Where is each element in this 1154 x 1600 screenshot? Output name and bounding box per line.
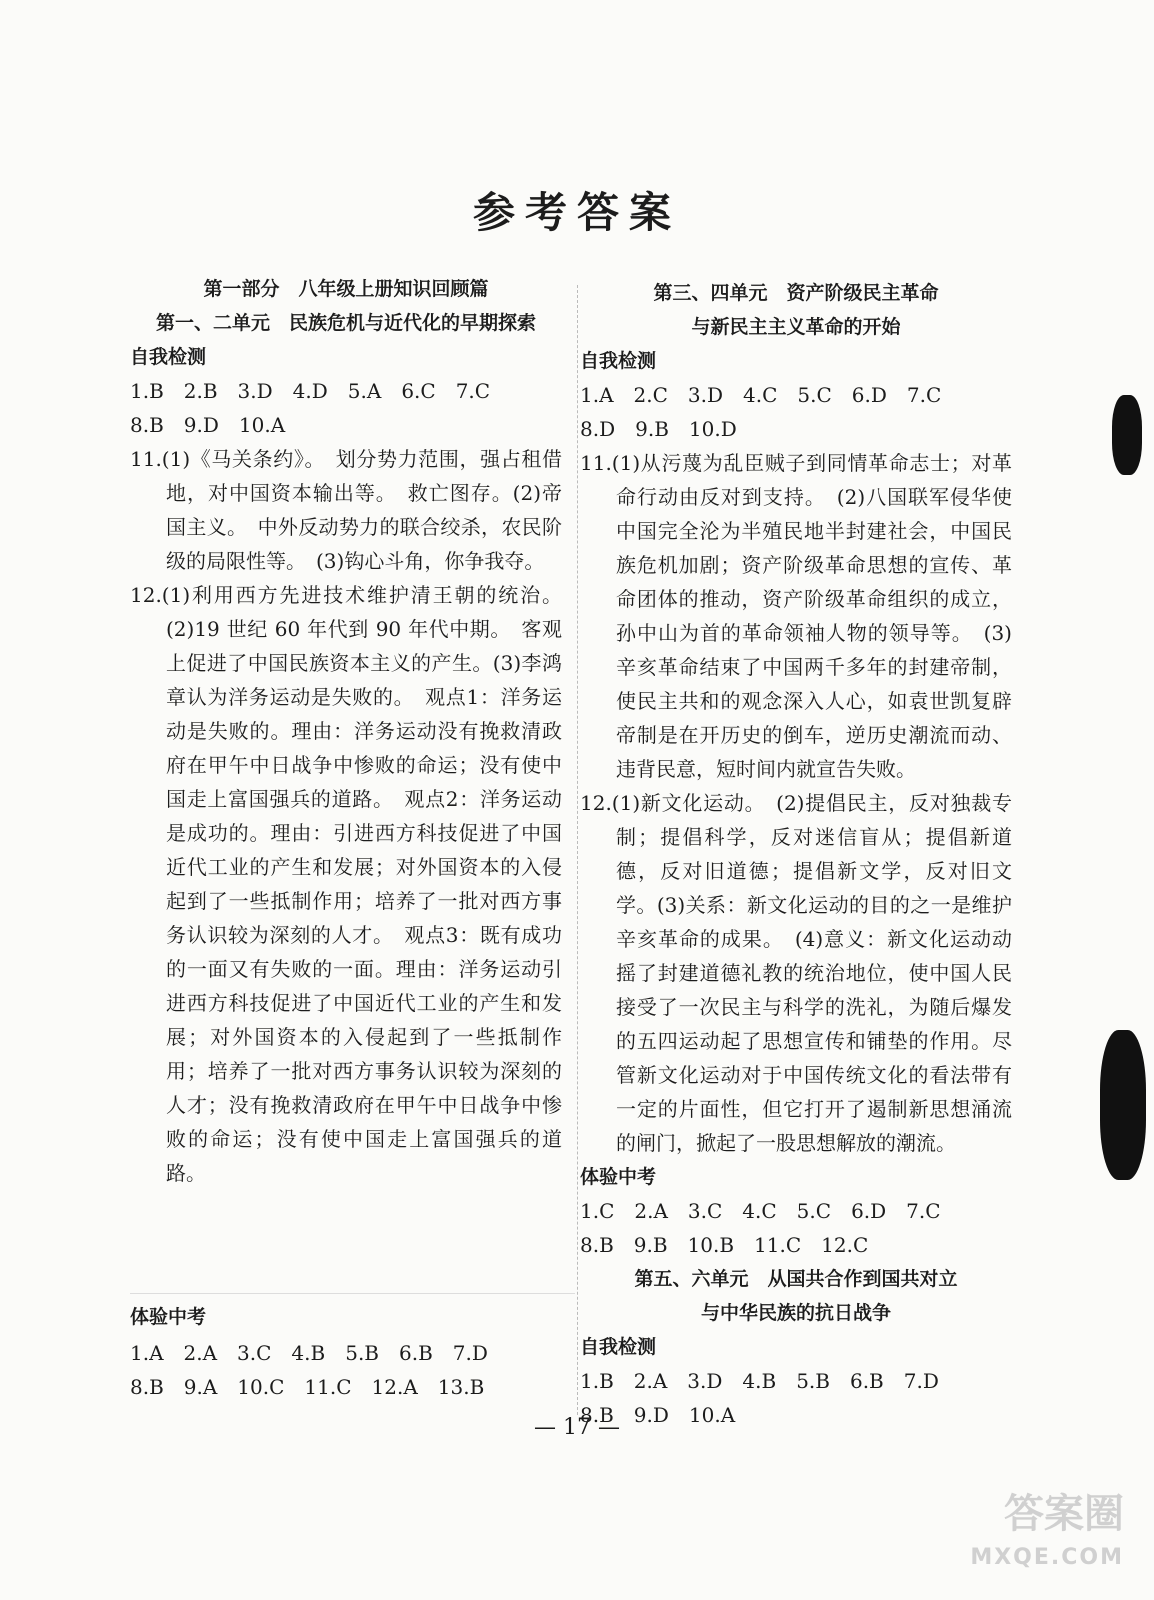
unit-heading-5-6-a: 第五、六单元 从国共合作到国共对立 xyxy=(634,1268,958,1290)
self-test-heading: 自我检测 xyxy=(580,350,657,372)
exam-heading: 体验中考 xyxy=(580,1166,657,1188)
self-test-heading: 自我检测 xyxy=(130,346,207,368)
answer-line: 1.B 2.A 3.D 4.B 5.B 6.B 7.D xyxy=(580,1369,939,1393)
answer-line: 8.B 9.A 10.C 11.C 12.A 13.B xyxy=(130,1375,485,1399)
unit-heading-3-4-b: 与新民主主义革命的开始 xyxy=(691,316,901,338)
unit-heading-5-6-b: 与中华民族的抗日战争 xyxy=(700,1302,891,1324)
left-column xyxy=(130,272,562,1190)
scan-ink-blot xyxy=(1112,395,1142,475)
exam-answers xyxy=(130,1336,488,1404)
watermark xyxy=(970,1492,1124,1580)
answer-line: 1.B 2.B 3.D 4.D 5.A 6.C 7.C xyxy=(130,379,491,403)
answer-line: 1.C 2.A 3.C 4.C 5.C 6.D 7.C xyxy=(580,1199,941,1223)
unit-heading-3-4-a: 第三、四单元 资产阶级民主革命 xyxy=(653,282,939,304)
page-number: — 17 — xyxy=(534,1415,620,1440)
answer-line: 8.B 9.D 10.A xyxy=(130,413,286,437)
answer-q11: 11.(1)《马关条约》。 划分势力范围，强占租借地，对中国资本输出等。 救亡图存。(2)帝国主义。 中外反动势力的联合绞杀，农民阶级的局限性等。 (3)钩心斗角，你争我夺。 xyxy=(130,447,562,573)
scan-ink-blot xyxy=(1100,1030,1146,1180)
answer-q11: 11.(1)从污蔑为乱臣贼子到同情革命志士；对革命行动由反对到支持。 (2)八国联军侵华使中国完全沦为半殖民地半封建社会，中国民族危机加剧；资产阶级革命思想的宣传、革命团体的推动，资产阶级革命组织的成立，孙中山为首的革命领袖人物的领导等。 (3)辛亥革命结束了中国两千多年的封建帝制，使民主共和的观念深入人心，如袁世凯复辟帝制是在开历史的倒车，逆历史潮流而动、违背民意，短时间内就宣告失败。 xyxy=(580,451,1012,781)
answer-line: 8.D 9.B 10.D xyxy=(580,417,737,441)
answer-q12: 12.(1)新文化运动。 (2)提倡民主，反对独裁专制；提倡科学，反对迷信盲从；提倡新道德，反对旧道德；提倡新文学，反对旧文学。(3)关系：新文化运动的目的之一是维护辛亥革命的成果。 (4)意义：新文化运动动摇了封建道德礼教的统治地位，使中国人民接受了一次民主与科学的洗礼，为随后爆发的五四运动起了思想宣传和铺垫的作用。尽管新文化运动对于中国传统文化的看法带有一定的片面性，但它打开了遏制新思想涌流的闸门，掀起了一股思想解放的潮流。 xyxy=(580,791,1012,1155)
watermark-url: MXQE.COM xyxy=(970,1545,1124,1570)
part-heading: 第一部分 八年级上册知识回顾篇 xyxy=(203,278,489,300)
column-divider xyxy=(577,285,578,1415)
section-rule xyxy=(130,1293,575,1294)
answer-line: 8.B 9.B 10.B 11.C 12.C xyxy=(580,1233,869,1257)
answer-q12: 12.(1)利用西方先进技术维护清王朝的统治。(2)19 世纪 60 年代到 90 年代中期。 客观上促进了中国民族资本主义的产生。(3)李鸿章认为洋务运动是失败的。 观点1：洋务运动是失败的。理由：洋务运动没有挽救清政府在甲午中日战争中惨败的命运；没有使中国走上富国强兵的道路。 观点2：洋务运动是成功的。理由：引进西方科技促进了中国近代工业的产生和发展；对外国资本的入侵起到了一些抵制作用；培养了一批对西方事务认识较为深刻的人才。 观点3：既有成功的一面又有失败的一面。理由：洋务运动引进西方科技促进了中国近代工业的产生和发展；对外国资本的入侵起到了一些抵制作用；培养了一批对西方事务认识较为深刻的人才；没有挽救清政府在甲午中日战争中惨败的命运；没有使中国走上富国强兵的道路。 xyxy=(130,583,562,1185)
answer-line: 8.B 9.D 10.A xyxy=(580,1403,736,1427)
answer-line: 1.A 2.C 3.D 4.C 5.C 6.D 7.C xyxy=(580,383,942,407)
unit-heading-1-2: 第一、二单元 民族危机与近代化的早期探索 xyxy=(155,312,536,334)
watermark-logo: 答案圈 xyxy=(1004,1491,1124,1537)
right-column xyxy=(580,276,1012,1432)
answer-line: 1.A 2.A 3.C 4.B 5.B 6.B 7.D xyxy=(130,1341,488,1365)
exam-heading: 体验中考 xyxy=(130,1306,207,1328)
self-test-heading: 自我检测 xyxy=(580,1336,657,1358)
page-title: 参考答案 xyxy=(472,188,681,237)
